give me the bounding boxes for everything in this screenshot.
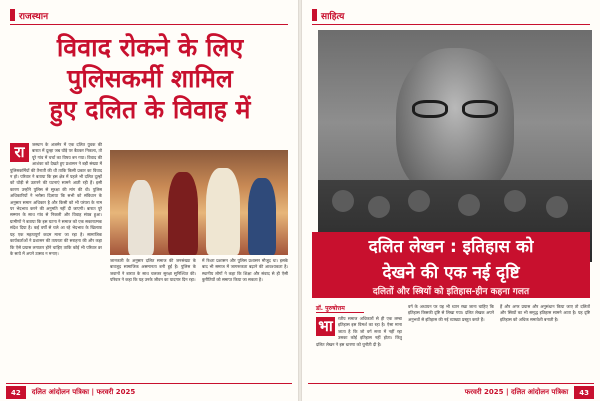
page-footer-left bbox=[6, 384, 135, 401]
article-headline bbox=[14, 32, 286, 125]
hero-collage-photo bbox=[318, 30, 592, 262]
groom-figure bbox=[206, 168, 240, 255]
author-rule bbox=[316, 312, 364, 313]
page-number: 43 bbox=[574, 386, 594, 399]
left-page bbox=[0, 0, 298, 401]
portrait-face bbox=[396, 48, 514, 198]
banner-subtitle: दलितों और स्त्रियों को इतिहास-हीन कहना गलत bbox=[372, 287, 530, 297]
dropcap: भा bbox=[316, 317, 335, 336]
article-column-3: जानकारी के अनुसार दलित समाज की जनसंख्या के बावजूद सामाजिक असमानता बनी हुई है। पुलिस के जवानों ने बारात के साथ चलकर सुरक्षा सुनिश्चित की। परिवार ने कहा कि यह उनके जीवन का यादगार दिन रहा। bbox=[110, 258, 196, 283]
top-rule bbox=[10, 24, 288, 25]
section-marker-icon bbox=[10, 9, 15, 21]
headline-line-2: पुलिसकर्मी शामिल bbox=[67, 64, 233, 93]
top-rule bbox=[312, 24, 590, 25]
section-tag-rajasthan bbox=[10, 7, 48, 23]
article-column-1 bbox=[10, 142, 102, 380]
footer-text: फरवरी 2025 | दलित आंदोलन पत्रिका bbox=[464, 388, 569, 396]
glasses-icon bbox=[412, 100, 498, 120]
article-column-4: में रिश्ता प्रशासन और पुलिस प्रशासन मौजूद था। इसके बाद भी समाज में जागरूकता बढ़ाने की आवश्यकता है। स्थानीय लोगों ने कहा कि शिक्षा और संवाद से ही ऐसी कुरीतियों को समाप्त किया जा सकता है। bbox=[202, 258, 288, 283]
page-footer-right bbox=[465, 384, 594, 401]
section-label: राजस्थान bbox=[19, 11, 49, 22]
footer-text: दलित आंदोलन पत्रिका | फरवरी 2025 bbox=[31, 388, 136, 396]
wedding-photo bbox=[110, 150, 288, 255]
dropcap: रा bbox=[10, 143, 29, 162]
column-1-text: जस्थान के अजमेर में एक दलित युवक की बारात में दूल्हा जब घोड़े पर बैठकर निकला, तो पूरे गांव में चर्चा का विषय बन गया। विवाद की आशंका को देखते हुए प्रशासन ने बड़ी संख्या में पुलिसकर्मियों की तैनाती की थी ताकि किसी प्रकार का विवाद न हो। परिवार ने बताया कि इस क्षेत्र में पहले भी दलित दूल्हों को घोड़ी से उतारने की घटनाएं सामने आती रही हैं। इसी कारण उन्होंने पुलिस से सुरक्षा की मांग की थी। पुलिस अधिकारियों ने भरोसा दिलाया कि सभी को संविधान के अनुसार समान अधिकार है और किसी को भी परंपरा के नाम पर भेदभाव करने की अनुमति नहीं दी जाएगी। बारात पूरे सम्मान के साथ गांव से निकली और विवाह संपन्न हुआ। bbox=[10, 142, 102, 218]
author-name: डॉ. पुरुषोत्तम bbox=[316, 305, 345, 312]
person-figure bbox=[248, 178, 276, 255]
person-figure bbox=[128, 180, 154, 255]
page-number: 42 bbox=[6, 386, 26, 399]
headline-line-3: हुए दलित के विवाह में bbox=[49, 95, 251, 124]
article-column-1 bbox=[316, 316, 402, 380]
right-page bbox=[302, 0, 600, 401]
headline-line-1: विवाद रोकने के लिए bbox=[56, 33, 244, 62]
banner-title-line-2: देखने की एक नई दृष्टि bbox=[382, 263, 520, 283]
section-tag-literature bbox=[312, 7, 344, 23]
article-column-3: हैं और अगर प्रयास और अनुसंधान किया जाए तो दलितों और स्त्रियों का भी समृद्ध इतिहास सामने आता है। यह दृष्टि इतिहास को अधिक समावेशी बनाती है। bbox=[500, 304, 590, 322]
title-banner bbox=[312, 232, 590, 298]
section-label: साहित्य bbox=[321, 11, 345, 22]
column-2-text: ग्रामीणों ने बताया कि इस घटना ने समाज को एक सकारात्मक संदेश दिया है। कई वर्षों से चले आ रहे भेदभाव के खिलाफ यह एक महत्वपूर्ण कदम माना जा रहा है। सामाजिक कार्यकर्ताओं ने प्रशासन की तत्परता की सराहना की और कहा कि ऐसे प्रयास लगातार होने चाहिए ताकि कोई भी परिवार डर के साये में अपने उत्सव न मनाए। bbox=[10, 218, 102, 256]
section-marker-icon bbox=[312, 9, 317, 21]
column-1-text: रतीय समाज अधिकारों से ही एक लम्बा इतिहास इस विमर्श का रहा है। ऐसा माना जाता है कि जो वर्ग सत्ता में नहीं रहा उसका कोई इतिहास नहीं होता। किंतु दलित लेखन ने इस धारणा को चुनौती दी है। bbox=[316, 316, 402, 347]
article-column-2: वर्ग के अध्ययन पर यह भी ध्यान रखा जाना चाहिए कि इतिहास किसकी दृष्टि से लिखा गया। दलित लेखक अपने अनुभवों से इतिहास की नई व्याख्या प्रस्तुत करते हैं। bbox=[408, 304, 494, 322]
person-figure bbox=[168, 172, 198, 255]
banner-title-line-1: दलित लेखन : इतिहास को bbox=[368, 237, 534, 257]
